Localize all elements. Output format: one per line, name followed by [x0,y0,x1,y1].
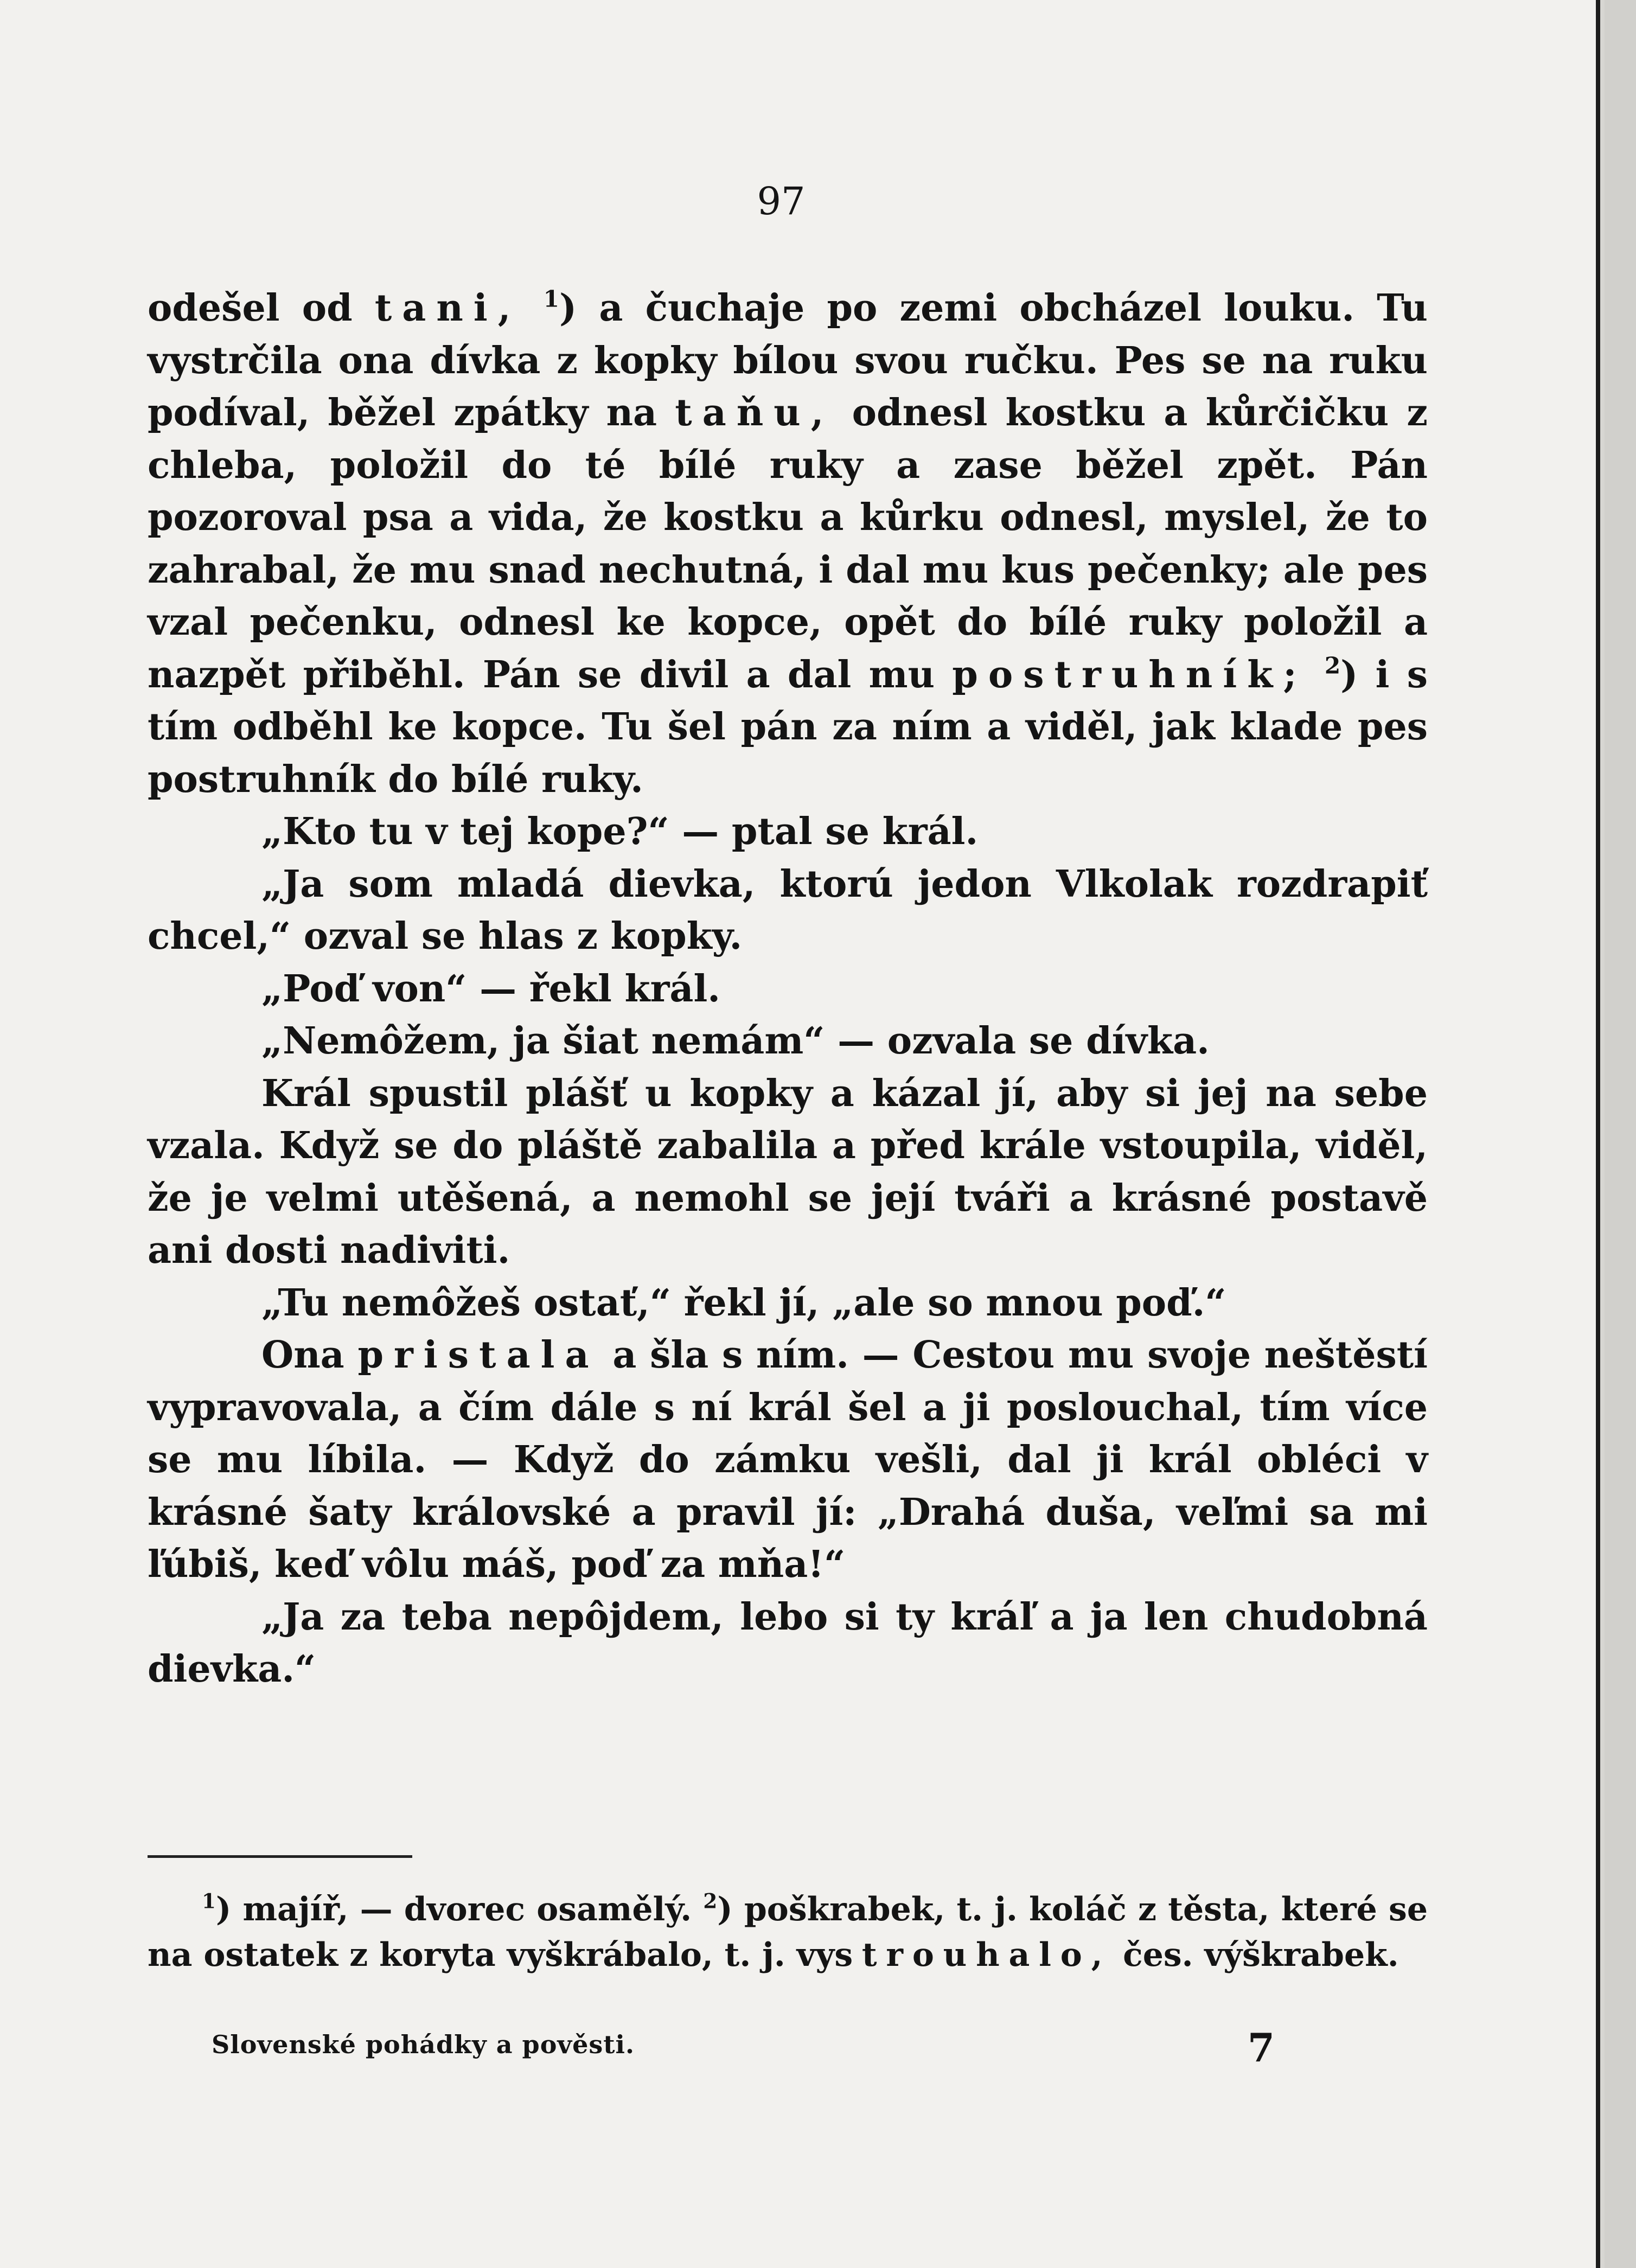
body-text [148,282,1428,1696]
text-run: odnesl kostku a kůrčičku z chleba, položil do té bílé ruky a zase běžel zpět. Pán pozoroval psa a vida, že kostku a kůrku odnesl, myslel, že to zahrabal, že mu snad nechutná, i dal mu kus pečenky; ale pes vzal pečenku, odnesl ke kopce, opět do bílé ruky položil a nazpět přiběhl. Pán se divil a dal mu [148,391,1428,697]
text-run: „Ja za teba nepôjdem, lebo si ty kráľ a ja len chudobná dievka.“ [148,1595,1428,1691]
page-edge [1605,0,1636,2268]
text-run: „Tu nemôžeš ostať,“ řekl jí, „ale so mnou poď.“ [261,1281,1226,1325]
footnote-marker: 1 [202,1889,216,1913]
text-run [521,286,543,330]
text-run: „Ja som mladá dievka, ktorú jedon Vlkolak rozdrapiť chcel,“ ozval se hlas z kopky. [148,862,1428,958]
text-run: ) majíř, — dvorec osamělý. [215,1890,704,1928]
paragraph [148,1329,1428,1591]
text-run: taňu, [675,391,834,435]
text-run: „Poď von“ — řekl král. [261,967,720,1011]
text-run: a šla s ním. — Cestou mu svoje neštěstí vypravovala, a čím dále s ní král šel a ji poslouchal, tím více se mu líbila. — Když do zámku vešli, dal ji král obléci v krásné šaty královské a pravil jí: „Drahá duša, veľmi sa mi ľúbiš, keď vôlu máš, poď za mňa!“ [148,1333,1428,1586]
text-run [1307,653,1325,697]
signature-mark: 7 [1247,2024,1275,2071]
footnote-marker: 2 [1324,651,1341,679]
text-run: „Nemôžem, ja šiat nemám“ — ozvala se dívka. [261,1019,1210,1063]
footnotes [148,1887,1428,1978]
text-run: strouhalo, [834,1936,1112,1974]
footnote-marker: 1 [543,285,560,312]
footnote-divider [148,1855,412,1858]
text-run: ) poškrabek, t. j. koláč z těsta, které se na ostatek z koryta vyškrábalo, t. j. vy [148,1890,1428,1974]
text-run: Král spustil plášť u kopky a kázal jí, aby si jej na sebe vzala. Když se do pláště zabalila a před krále vstoupila, viděl, že je velmi utěšená, a nemohl se její tváři a krásné postavě ani dosti nadiviti. [148,1071,1428,1272]
text-run: ) a čuchaje po zemi obcházel louku. Tu vystrčila ona dívka z kopky bílou svou ručku. Pes se na ruku podíval, běžel zpátky na [148,286,1428,435]
paragraph [148,1277,1428,1330]
paragraph [148,282,1428,806]
page-number: 97 [757,179,806,223]
page-footer [212,2024,1275,2073]
text-run: postruhník; [952,653,1307,697]
text-run: tani, [374,286,521,330]
text-run: Ona [261,1333,358,1377]
paragraph [148,1068,1428,1277]
text-run: pristala [357,1333,599,1377]
text-run: odešel od [148,286,375,330]
paragraph [148,1015,1428,1068]
book-title: Slovenské pohádky a pověsti. [212,2030,635,2059]
text-run: čes. výškrabek. [1111,1936,1399,1974]
paragraph [148,963,1428,1015]
footnote-marker: 2 [703,1889,718,1913]
paragraph [148,858,1428,963]
text-run: „Kto tu v tej kope?“ — ptal se král. [261,810,979,853]
paragraph [148,1591,1428,1696]
text-run: ) i s tím odběhl ke kopce. Tu šel pán za ním a viděl, jak klade pes postruhník do bílé ruky. [148,653,1428,801]
paragraph [148,806,1428,858]
footnote [148,1887,1428,1978]
